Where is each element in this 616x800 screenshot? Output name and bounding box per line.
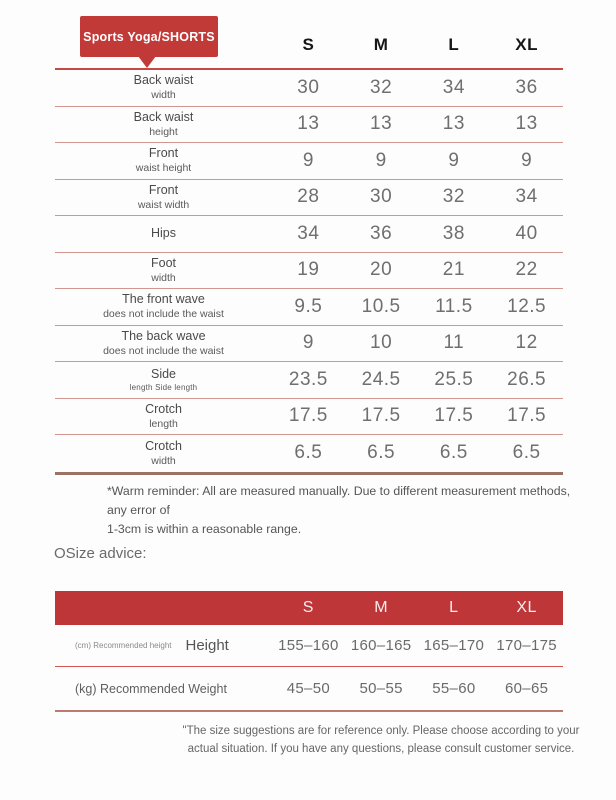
measurement-value: 9 — [448, 149, 460, 171]
measurement-label — [55, 367, 272, 393]
measurement-label — [55, 292, 272, 321]
measurement-value: 17.5 — [507, 405, 547, 427]
measurement-label-sub: waist width — [137, 198, 190, 211]
measurement-value: 22 — [515, 259, 538, 281]
measurement-value: 6.5 — [439, 442, 468, 464]
measurement-label — [55, 73, 272, 102]
size-table-row — [55, 143, 563, 180]
advice-value: 160–165 — [350, 637, 412, 654]
advice-value: 50–55 — [359, 680, 403, 697]
advice-row-prefix: (cm) Recommended height — [75, 641, 172, 650]
measurement-label — [55, 183, 272, 212]
advice-table — [55, 625, 563, 712]
measurement-value: 30 — [370, 186, 393, 208]
measurement-value: 38 — [442, 222, 465, 244]
size-table-row — [55, 253, 563, 290]
measurement-value: 6.5 — [367, 442, 396, 464]
size-columns-header — [55, 24, 563, 60]
measurement-value: 13 — [515, 113, 538, 135]
measurement-value: 17.5 — [434, 405, 474, 427]
measurement-value: 13 — [297, 113, 320, 135]
advice-column-label: L — [449, 599, 459, 616]
measurement-label-sub: width — [151, 89, 176, 102]
product-tag-label: Sports Yoga/SHORTS — [83, 29, 215, 44]
size-table-row — [55, 216, 563, 253]
measurement-label-main: Crotch — [145, 401, 182, 416]
measurement-value: 9 — [302, 149, 314, 171]
measurement-label-sub: waist height — [135, 162, 192, 175]
advice-row-label-main: Height — [185, 637, 229, 654]
measurement-value: 30 — [297, 76, 320, 98]
measurement-label-main: Hips — [150, 226, 176, 241]
advice-table-row — [55, 625, 563, 667]
advice-value: 55–60 — [432, 680, 476, 697]
measurement-value: 11 — [443, 332, 465, 354]
advice-note-line2: actual situation. If you have any questions, please consult customer service. — [187, 743, 575, 756]
measurement-value: 17.5 — [361, 405, 401, 427]
advice-note-line1: "The size suggestions are for reference only. Please choose according to your — [182, 725, 580, 737]
advice-value: 165–170 — [423, 637, 485, 654]
measurement-value: 25.5 — [434, 368, 474, 390]
measurement-label — [55, 226, 272, 241]
measurement-value: 26.5 — [507, 368, 547, 390]
measurement-label — [55, 402, 272, 431]
advice-value: 60–65 — [505, 680, 549, 697]
measurement-value: 20 — [370, 259, 393, 281]
size-column-label: S — [302, 35, 315, 54]
measurement-label-main: Back waist — [133, 109, 194, 124]
size-table-row — [55, 107, 563, 144]
measurement-label — [55, 329, 272, 358]
measurement-label — [55, 256, 272, 285]
measurement-value: 32 — [442, 186, 465, 208]
advice-column-label: XL — [516, 599, 537, 616]
measurement-label-sub: width — [151, 271, 176, 284]
advice-column-label: S — [302, 599, 314, 616]
measurement-value: 9.5 — [294, 295, 323, 317]
measurement-value: 13 — [370, 113, 393, 135]
measurement-value: 6.5 — [294, 442, 323, 464]
measurement-value: 9 — [521, 149, 533, 171]
measurement-label-sub: length Side length — [129, 382, 198, 392]
measurement-value: 34 — [442, 76, 465, 98]
measurement-value: 12.5 — [507, 295, 547, 317]
measurement-value: 9 — [302, 332, 314, 354]
measurement-label-sub: does not include the waist — [103, 308, 224, 321]
measurement-value: 36 — [370, 222, 393, 244]
measurement-value: 10.5 — [361, 295, 401, 317]
size-table-row — [55, 70, 563, 107]
measurement-value: 6.5 — [512, 442, 541, 464]
size-column-label: XL — [515, 35, 538, 54]
size-column-label: L — [448, 35, 460, 54]
measurement-value: 28 — [297, 186, 320, 208]
measurement-value: 19 — [297, 259, 320, 281]
measurement-value: 17.5 — [288, 405, 328, 427]
measurement-value: 10 — [370, 332, 393, 354]
size-column-label: M — [373, 35, 389, 54]
advice-value: 155–160 — [278, 637, 339, 654]
measurement-value: 12 — [515, 332, 538, 354]
measurement-label-sub: height — [149, 125, 178, 138]
advice-row-label-main: (kg) Recommended Weight — [75, 681, 227, 696]
measurement-label-main: The front wave — [122, 292, 205, 307]
measurement-label-main: Front — [148, 182, 179, 197]
size-table — [55, 68, 563, 475]
measurement-label — [55, 110, 272, 139]
measurement-label-sub: length — [149, 417, 178, 430]
advice-table-row — [55, 667, 563, 712]
measurement-label-main: Back waist — [133, 73, 194, 88]
size-table-row — [55, 435, 563, 472]
measurement-value: 9 — [375, 149, 387, 171]
warm-reminder — [107, 482, 585, 539]
size-table-row — [55, 326, 563, 363]
size-table-row — [55, 362, 563, 399]
measurement-value: 40 — [515, 222, 538, 244]
size-table-row — [55, 289, 563, 326]
advice-row-label — [55, 637, 272, 654]
size-table-row — [55, 399, 563, 436]
measurement-label-main: Crotch — [145, 438, 182, 453]
measurement-value: 32 — [370, 76, 393, 98]
warm-reminder-line2: 1-3cm is within a reasonable range. — [107, 522, 302, 537]
measurement-value: 23.5 — [288, 368, 328, 390]
measurement-value: 34 — [297, 222, 320, 244]
measurement-label-main: The back wave — [121, 328, 206, 343]
advice-note — [175, 722, 587, 759]
measurement-label-main: Foot — [150, 255, 176, 270]
measurement-value: 21 — [442, 259, 465, 281]
measurement-value: 36 — [515, 76, 538, 98]
advice-row-label — [55, 682, 272, 696]
measurement-value: 13 — [442, 113, 465, 135]
advice-header-bar — [55, 591, 563, 625]
size-advice-heading: OSize advice: — [54, 545, 147, 562]
measurement-label-sub: does not include the waist — [103, 344, 224, 357]
measurement-label-sub: width — [151, 454, 176, 467]
measurement-label-main: Front — [148, 146, 179, 161]
measurement-value: 34 — [515, 186, 538, 208]
advice-column-label: M — [374, 599, 389, 616]
size-table-row — [55, 180, 563, 217]
warm-reminder-line1: *Warm reminder: All are measured manually. Due to different measurement methods, any error of — [107, 484, 571, 518]
measurement-label-main: Side — [150, 366, 177, 381]
measurement-label — [55, 146, 272, 175]
measurement-label — [55, 439, 272, 468]
advice-value: 170–175 — [496, 637, 557, 654]
measurement-value: 24.5 — [361, 368, 401, 390]
measurement-value: 11.5 — [435, 295, 473, 317]
advice-value: 45–50 — [286, 680, 330, 697]
